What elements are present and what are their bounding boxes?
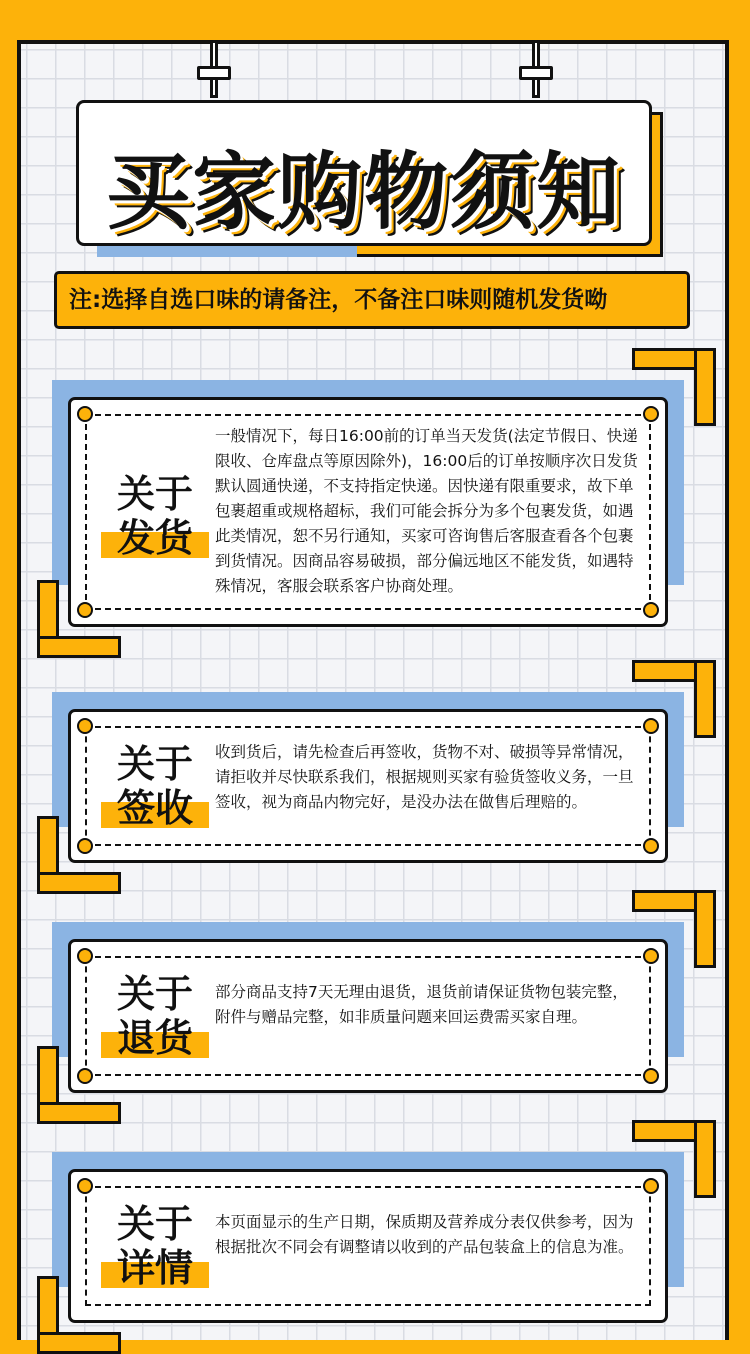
corner-dot <box>643 1068 659 1084</box>
section-returns-card <box>68 939 668 1093</box>
section-heading-bottom: 发货 <box>116 516 193 560</box>
section-shipping-card <box>68 397 668 627</box>
corner-dot <box>643 1178 659 1194</box>
section-heading-top: 关于 <box>116 472 193 516</box>
section-heading-bottom: 退货 <box>116 1016 193 1060</box>
note-banner: 注:选择自选口味的请备注，不备注口味则随机发货呦 <box>54 271 690 329</box>
section-heading-top: 关于 <box>116 742 193 786</box>
section-heading-top: 关于 <box>116 1202 193 1246</box>
corner-dot <box>77 1068 93 1084</box>
left-hanger-clip <box>197 66 231 80</box>
corner-dot <box>77 718 93 734</box>
corner-dot <box>643 406 659 422</box>
section-signing-card <box>68 709 668 863</box>
section-heading <box>107 972 203 1060</box>
section-body-text: 本页面显示的生产日期，保质期及营养成分表仅供参考，因为根据批次不同会有调整请以收到的产品包装盒上的信息为准。 <box>215 1213 634 1256</box>
corner-dot <box>77 838 93 854</box>
section-body-text: 一般情况下，每日16:00前的订单当天发货(法定节假日、快递限收、仓库盘点等原因除外)，16:00后的订单按顺序次日发货默认圆通快递，不支持指定快递。因快递有限重要求，故下单包裹超重或规格超标，我们可能会拆分为多个包裹发货，如遇此类情况，恕不另行通知，买家可咨询售后客服查看各个包裹到货情况。因商品容易破损，部分偏远地区不能发货，如遇特殊情况，客服会联系客户协商处理。 <box>215 427 638 595</box>
corner-dot <box>643 602 659 618</box>
corner-dot <box>77 1178 93 1194</box>
section-body-text: 收到货后，请先检查后再签收，货物不对、破损等异常情况，请拒收并尽快联系我们，根据规则买家有验货签收义务，一旦签收，视为商品内物完好，是没办法在做售后理赔的。 <box>215 743 634 811</box>
section-body-text: 部分商品支持7天无理由退货，退货前请保证货物包装完整，附件与赠品完整，如非质量问题来回运费需买家自理。 <box>215 983 628 1026</box>
section-heading-bottom: 详情 <box>116 1246 193 1290</box>
corner-dot <box>77 406 93 422</box>
right-hanger-clip <box>519 66 553 80</box>
section-heading <box>107 742 203 830</box>
page-title: 买家购物须知 <box>105 143 622 241</box>
corner-dot <box>77 948 93 964</box>
section-heading <box>107 1202 203 1290</box>
corner-dot <box>643 838 659 854</box>
corner-dot <box>77 602 93 618</box>
section-heading <box>107 472 203 560</box>
corner-dot <box>643 948 659 964</box>
section-heading-bottom: 签收 <box>116 786 193 830</box>
corner-dot <box>643 718 659 734</box>
section-heading-top: 关于 <box>116 972 193 1016</box>
